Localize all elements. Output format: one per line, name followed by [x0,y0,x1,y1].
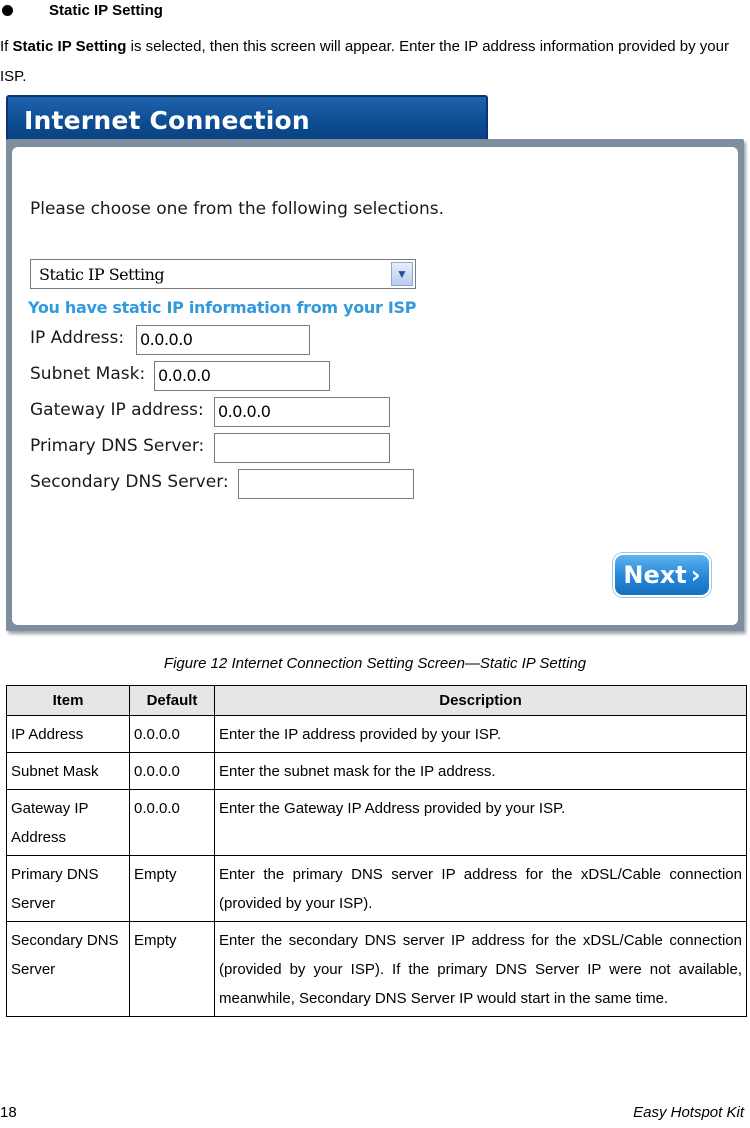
product-name: Easy Hotspot Kit [633,1104,744,1121]
table-row [7,922,747,1017]
selection-prompt: Please choose one from the following selections. [30,199,445,219]
gateway-ip-input[interactable]: 0.0.0.0 [214,397,390,427]
chevron-down-icon[interactable]: ▼ [391,262,413,286]
ip-address-input[interactable]: 0.0.0.0 [136,325,310,355]
section-heading-text: Static IP Setting [49,1,163,19]
cell-description: Enter the IP address provided by your ISP. [215,716,747,753]
figure-caption: Figure 12 Internet Connection Setting Screen—Static IP Setting [163,655,587,672]
next-button[interactable] [613,553,711,597]
primary-dns-input[interactable] [214,433,390,463]
connection-mode-select[interactable] [30,259,416,289]
table-header-row [7,686,747,716]
next-button-label: Next [623,561,687,589]
cell-description: Enter the Gateway IP Address provided by your ISP. [215,790,747,856]
page-number: 18 [0,1104,17,1121]
section-heading [0,0,163,20]
cell-default: 0.0.0.0 [130,753,215,790]
cell-default: Empty [130,922,215,1017]
cell-description: Enter the secondary DNS server IP address for the xDSL/Cable connection (provided by your ISP). If the primary DNS Server IP were not available, meanwhile, Secondary DNS Server IP would start in the same time. [215,922,747,1017]
connection-mode-value: Static IP Setting [39,265,165,284]
intro-paragraph [0,32,750,92]
screenshot-figure [6,95,746,633]
cell-item: Gateway IP Address [7,790,130,856]
internet-connection-tab [6,95,488,145]
table-row [7,856,747,922]
table-row [7,716,747,753]
chevron-right-icon: › [690,561,701,589]
tab-title: Internet Connection [24,106,310,135]
cell-item: Subnet Mask [7,753,130,790]
intro-suffix: is selected, then this screen will appear. Enter the IP address information provided by your ISP. [0,38,729,85]
cell-default: Empty [130,856,215,922]
cell-default: 0.0.0.0 [130,716,215,753]
gateway-ip-label: Gateway IP address: [30,400,204,420]
cell-item: IP Address [7,716,130,753]
ip-address-label: IP Address: [30,328,125,348]
cell-default: 0.0.0.0 [130,790,215,856]
subnet-mask-label: Subnet Mask: [30,364,146,384]
intro-prefix: If [0,38,13,55]
cell-description: Enter the primary DNS server IP address for the xDSL/Cable connection (provided by your ISP). [215,856,747,922]
cell-item: Primary DNS Server [7,856,130,922]
cell-description: Enter the subnet mask for the IP address. [215,753,747,790]
table-row [7,753,747,790]
cell-item: Secondary DNS Server [7,922,130,1017]
header-item: Item [7,686,130,716]
subnet-mask-input[interactable]: 0.0.0.0 [154,361,330,391]
primary-dns-label: Primary DNS Server: [30,436,205,456]
header-description: Description [215,686,747,716]
table-row [7,790,747,856]
secondary-dns-input[interactable] [238,469,414,499]
intro-bold: Static IP Setting [12,38,127,55]
settings-table [6,685,747,1017]
bullet-icon [2,5,13,16]
secondary-dns-label: Secondary DNS Server: [30,472,229,492]
header-default: Default [130,686,215,716]
mode-hint: You have static IP information from your ISP [28,298,417,317]
